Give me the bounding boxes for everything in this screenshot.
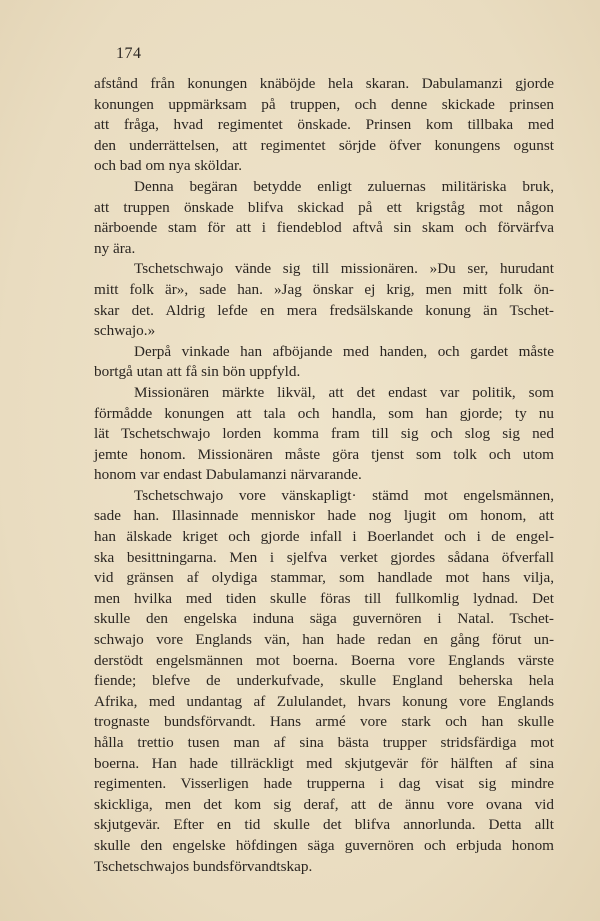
text-line: Tschetschwajos bundsförvandtskap. — [94, 857, 313, 875]
text-line: hålla trettio tusen man af sina bästa trupper stridsfärdiga mot — [94, 734, 554, 751]
text-line: vid gränsen af olydiga stammar, som handlade mot hans vilja, — [94, 569, 554, 587]
text-line: skulle den engelske höfdingen säga guvernören och erbjuda honom — [94, 836, 554, 854]
text-line: jemte honom. Missionären måste göra tjenst som tolk och utom — [94, 445, 554, 463]
text-line: skar det. Aldrig lefde en mera fredsälskande konung än Tschet- — [94, 301, 554, 319]
text-line: skjutgevär. Efter en tid skulle det blifva annorlunda. Detta allt — [94, 816, 554, 834]
page-number: 174 — [116, 45, 142, 62]
text-line: lät Tschetschwajo lorden komma fram till sig och slog sig ned — [94, 425, 554, 443]
text-line: ska besittningarna. Men i sjelfva verket gjordes sådana öfverfall — [94, 548, 554, 566]
text-line: närboende stam för att i fiendeblod aftvå sin skam och förvärfva — [94, 219, 554, 237]
text-line: honom var endast Dabulamanzi närvarande. — [94, 466, 362, 484]
text-line: afstånd från konungen knäböjde hela skaran. Dabulamanzi gjorde — [94, 75, 554, 92]
text-line: schwajo vore Englands vän, han hade redan en gång förut un- — [94, 631, 554, 649]
text-line: bortgå utan att få sin bön uppfyld. — [94, 363, 301, 381]
text-line: skickliga, men det kom sig deraf, att de ännu vore ovana vid — [94, 795, 554, 813]
text-line: derstödt engelsmännen mot boerna. Boerna vore Englands värste — [94, 651, 554, 669]
text-line: han älskade kriget och gjorde infall i Boerlandet och i de engel- — [94, 528, 554, 546]
text-line: den underrättelsen, att regimentet sörjde öfver konungens ogunst — [94, 136, 554, 154]
text-line: men hvilka med tiden skulle föras till fullkomlig lydnad. Det — [94, 589, 554, 607]
text-line: förmådde konungen att tala och handla, som han gjorde; ty nu — [94, 404, 554, 422]
text-line: boerna. Han hade tillräckligt med skjutgevär för hälften af sina — [94, 754, 554, 772]
text-line: Tschetschwajo vände sig till missionären. »Du ser, hurudant — [134, 260, 554, 278]
body-text — [94, 74, 554, 877]
text-line: konungen uppmärksam på truppen, och denne skickade prinsen — [94, 95, 554, 113]
text-line: Afrika, med undantag af Zululandet, hvars konung vore Englands — [94, 692, 554, 710]
text-line: Derpå vinkade han afböjande med handen, och gardet måste — [134, 342, 554, 360]
text-line: Tschetschwajo vore vänskapligt· stämd mot engelsmännen, — [134, 486, 554, 504]
text-line: att truppen önskade blifva skickad på ett krigståg mot någon — [94, 198, 554, 216]
text-line: regimenten. Visserligen hade trupperna i dag visat sig mindre — [94, 775, 554, 793]
text-line: skulle den engelska induna säga guvernören i Natal. Tschet- — [94, 610, 554, 628]
text-line: mitt folk är», sade han. »Jag önskar ej krig, men mitt folk ön- — [94, 280, 554, 298]
text-line: och bad om nya sköldar. — [94, 157, 243, 175]
text-line: Missionären märkte likväl, att det endast var politik, som — [134, 383, 554, 401]
text-line: att fråga, hvad regimentet önskade. Prinsen kom tillbaka med — [94, 116, 554, 134]
text-line: trognaste bundsförvandt. Hans armé vore stark och han skulle — [94, 713, 554, 731]
text-line: ny ära. — [94, 239, 136, 257]
text-line: Denna begäran betydde enligt zuluernas militäriska bruk, — [134, 177, 554, 195]
text-line: sade han. Illasinnade menniskor hade nog ljugit om honom, att — [94, 507, 554, 525]
text-line: fiende; blefve de underkufvade, skulle England beherska hela — [94, 672, 554, 690]
text-line: schwajo.» — [94, 322, 156, 340]
